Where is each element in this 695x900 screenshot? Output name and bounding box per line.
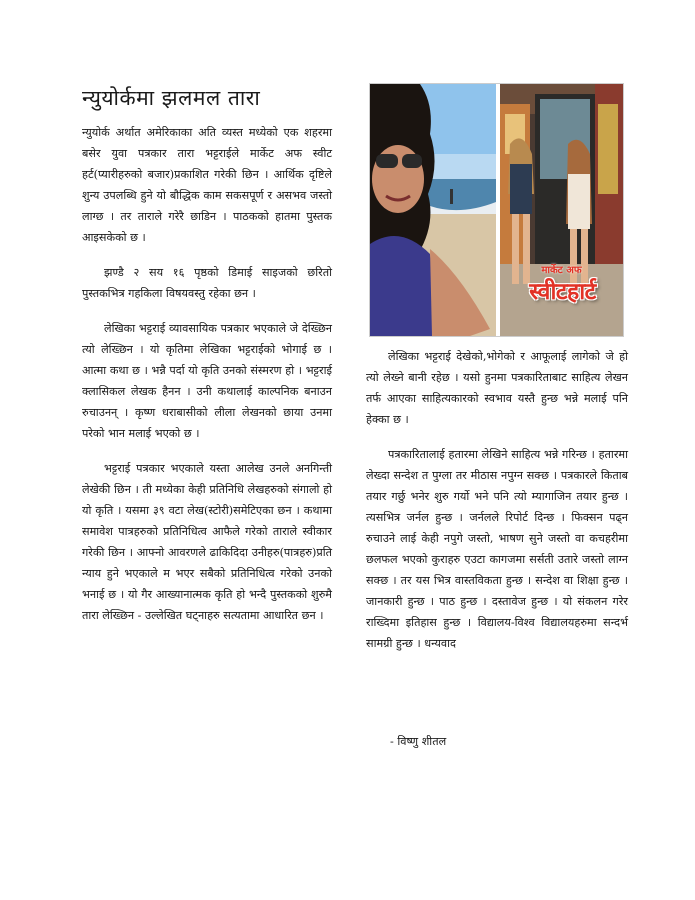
- book-cover-title: स्वीटहार्ट: [529, 279, 596, 305]
- paragraph: न्युयोर्क अर्थात अमेरिकाका अति व्यस्त मध्येको एक शहरमा बसेर युवा पत्रकार तारा भट्टराईले मार्केट अफ स्वीट हर्ट(प्यारीहरुको बजार)प्रकाशित गरेकी छिन । आर्थिक दृष्टिले शुन्य उपलब्धि हुने यो बौद्धिक काम सकसपूर्ण र असभव जस्तो लाग्छ । तर ताराले गरेरै छाडिन । पाठकको हातमा पुस्तक आइसकेको छ ।: [82, 126, 332, 244]
- paragraph: लेखिका भट्टराई व्यावसायिक पत्रकार भएकाले जे देख्छिन त्यो लेख्छिन । यो कृतिमा लेखिका भट्टराईको भोगाई छ । आत्मा कथा छ । भन्नै पर्दा यो कृति उनको संस्मरण हो । भट्टराई क्लासिकल लेखक हैनन । उनी कथालाई काल्पनिक बनाउन रुचाउनन् । कृष्ण धराबासीको लीला लेखनको छाया उनमा परेको भान मलाई भएको छ ।: [82, 322, 332, 440]
- book-cover-image: [500, 84, 623, 336]
- paragraph: पत्रकारितालाई हतारमा लेखिने साहित्य भन्ने गरिन्छ । हतारमा लेख्दा सन्देश त पुग्ला तर मीठास नपुग्न सक्छ । पत्रकारले किताब तयार गर्छु भनेर शुरु गर्यो भने पनि त्यो म्यागाजिन तयार हुन्छ । त्यसभित्र जर्नल हुन्छ । जर्नलले रिपोर्ट दिन्छ । फिक्सन पढ्न रुचाउने लाई केही नपुगे जस्तो, भाषण सुने जस्तो वा कचहरीमा छलफल भएको कुराहरु एउटा कागजमा सर्सती उतारे जस्तो लाग्न सक्छ । तर यस भित्र वास्तविकता हुन्छ । सन्देश वा शिक्षा हुन्छ । जानकारी हुन्छ । पाठ हुन्छ । दस्तावेज हुन्छ । यो संकलन गरेर राख्दिमा इतिहास हुन्छ । विद्यालय-विश्व विद्यालयहरुमा सन्दर्भ सामग्री हुन्छ । धन्यवाद: [366, 448, 628, 650]
- author-photo: [370, 84, 496, 336]
- right-column: [366, 346, 628, 668]
- author-signature: - विष्णु शीतल: [390, 735, 447, 748]
- paragraph: भट्टराई पत्रकार भएकाले यस्ता आलेख उनले अनगिन्ती लेखेकी छिन । ती मध्येका केही प्रतिनिधि लेखहरुको संगालो हो यो कृति । यसमा ३९ वटा लेख(स्टोरी)समेटिएका छन । कथामा समावेश पात्रहरुको प्रतिनिधित्व आफैले गरेको ताराले स्वीकार गरेकी छिन । आफ्नो आवरणले ढाकिदिदा उनीहरु(पात्रहरु)प्रति न्याय हुने भएकाले म भएर सबैको प्रतिनिधित्व गरेको उनको भनाई छ । यो गैर आख्यानात्मक कृति हो भन्दै पुस्तकको शुरुमै तारा लेख्छिन - उल्लेखित घट्नाहरु सत्यतामा आधारित छन ।: [82, 462, 332, 622]
- photo-collage: [369, 83, 624, 337]
- article-title: न्युयोर्कमा झलमल तारा: [82, 86, 261, 110]
- left-column: [82, 122, 332, 640]
- paragraph: झण्डै २ सय १६ पृष्ठको डिमाई साइजको छरितो पुस्तकभित्र गहकिला विषयवस्तु रहेका छन ।: [82, 266, 332, 300]
- book-cover-subtitle: मार्केट अफ: [541, 265, 582, 276]
- paragraph: लेखिका भट्टराई देखेको,भोगेको र आफूलाई लागेको जे हो त्यो लेख्ने बानी रहेछ । यसो हुनमा पत्रकारिताबाट साहित्य लेखन तर्फ आएका साहित्यकारको स्वभाव यस्तै हुन्छ भन्ने मलाई पनि हेक्का छ ।: [366, 350, 628, 426]
